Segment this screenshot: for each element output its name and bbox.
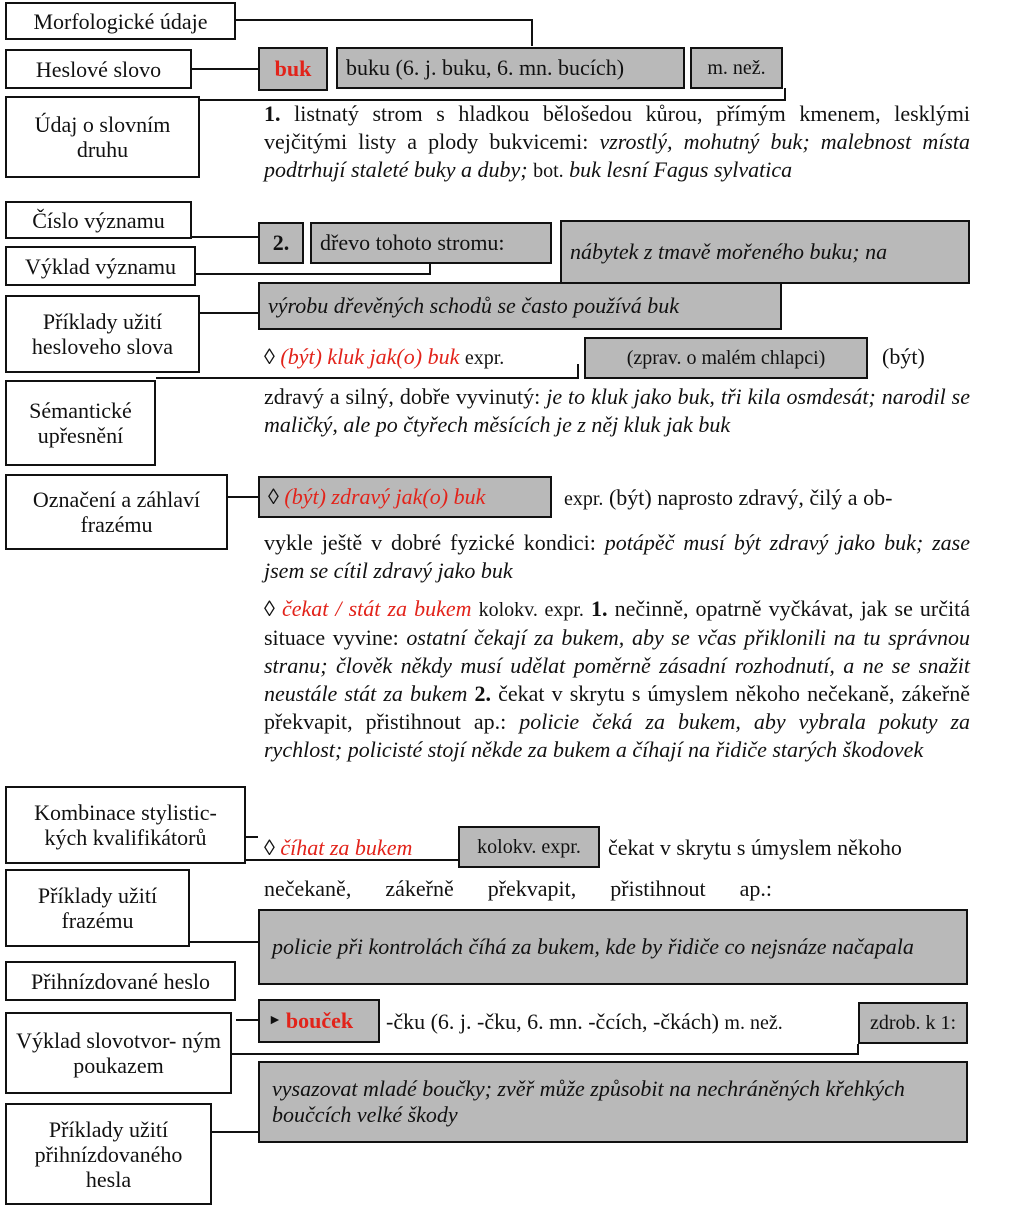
- label-sense-number: Číslo významu: [5, 201, 192, 239]
- label-morphological-data: Morfologické údaje: [5, 2, 236, 40]
- label-semantic-specification: Sémantické upřesnění: [5, 380, 156, 466]
- phrase-4-definition-a: čekat v skrytu s úmyslem někoho: [608, 835, 902, 860]
- semantic-spec-box: [584, 337, 868, 379]
- label-derivational-definition: Výklad slovotvor- ným poukazem: [5, 1012, 232, 1094]
- label-phraseme-examples: Příklady užití frazému: [5, 869, 190, 947]
- diamond-icon: ◊: [264, 344, 275, 369]
- diamond-icon: ◊: [268, 484, 279, 509]
- sense-2-number: 2.: [272, 230, 290, 255]
- pos-box: [690, 47, 783, 89]
- phrase-3-examples-1: ostatní čekají za bukem, aby se včas přiklonili na tu správnou stranu; člověk někdy musí udělat poměrně zásadní rozhodnutí, a ne se snažit neustále stát za bukem: [264, 625, 970, 706]
- sense-1: [264, 100, 970, 185]
- diamond-icon: ◊: [264, 835, 275, 860]
- phrase-4-heading: [264, 834, 412, 862]
- phrase-4-qualifier: kolokv. expr.: [477, 836, 581, 858]
- phrase-1-examples: je to kluk jako buk, tři kila osmdesát; narodil se maličký, ale po čtyřech měsících je z něj kluk jak buk: [264, 384, 970, 437]
- morphology-box: [336, 47, 685, 89]
- phrase-4-headword: číhat za bukem: [280, 835, 413, 860]
- phrase-2-headword: (být) zdravý jak(o) buk: [284, 484, 486, 509]
- label-sense-definition: Výklad významu: [5, 246, 196, 286]
- label-headword-examples: Příklady užití hesloveho slova: [5, 295, 200, 373]
- phrase-2-line-1: [564, 484, 892, 513]
- phrase-3-sense-1-number: 1.: [590, 596, 608, 621]
- sense-2-examples-box-2: [258, 282, 782, 330]
- headword: buk: [274, 56, 312, 81]
- phrase-2-definition-a: (být) naprosto zdravý, čilý a ob-: [608, 485, 893, 510]
- nested-pos: m. než.: [724, 1012, 783, 1034]
- phrase-3-headword: čekat / stát za bukem: [281, 596, 472, 621]
- nested-ref: zdrob. k 1:: [869, 1012, 957, 1034]
- label-headword: Heslové slovo: [5, 49, 192, 89]
- phrase-2-definition-b: vykle ještě v dobré fyzické kondici:: [264, 530, 596, 555]
- phrase-3-examples-2: policie čeká za bukem, aby vybrala pokuty za rychlost; policisté stojí někde za bukem a číhají na řidiče starých škodovek: [264, 709, 971, 762]
- phrase-1-byt: (být): [882, 344, 925, 369]
- phrase-1-definition: zdravý a silný, dobře vyvinutý:: [264, 384, 541, 409]
- sense-2-definition-box: [310, 222, 552, 264]
- phrase-1-body: [264, 383, 970, 439]
- nested-examples: vysazovat mladé boučky; zvěř může způsobit na nechráněných křehkých boučcích velké škody: [272, 1076, 905, 1127]
- phrase-4-examples-box: [258, 909, 968, 985]
- phrase-3-sense-2-number: 2.: [474, 681, 492, 706]
- qualifiers-box: [458, 826, 600, 868]
- sense-2-examples-a: nábytek z tmavě mořeného buku; na: [570, 239, 888, 264]
- phrase-3: [264, 595, 970, 764]
- phrase-1-heading: [264, 343, 504, 372]
- phrase-3-qualifier: kolokv. expr.: [478, 599, 584, 621]
- phrase-1-headword: (být) kluk jak(o) buk: [280, 344, 460, 369]
- sense-1-examples: vzrostlý, mohutný buk; malebnost místa podtrhují staleté buky a duby;: [264, 129, 970, 182]
- label-nested-entry: Přihnízdované heslo: [5, 961, 236, 1001]
- sense-1-number: 1.: [264, 101, 281, 126]
- nested-morphology-line: [386, 1008, 783, 1037]
- label-phraseme-heading: Označení a záhlaví frazému: [5, 474, 228, 550]
- morphology: buku (6. j. buku, 6. mn. bucích): [346, 55, 625, 80]
- pos: m. než.: [707, 57, 766, 79]
- nested-examples-box: [258, 1061, 968, 1143]
- sense-2-number-box: [258, 222, 304, 264]
- diamond-icon: ◊: [264, 596, 275, 621]
- semantic-spec: (zprav. o malém chlapci): [626, 347, 826, 369]
- phrase-3-definition-1: nečinně, opatrně vyčkávat, jak se určitá situace vyvine:: [264, 596, 970, 650]
- sense-2-examples-b: výrobu dřevěných schodů se často používá buk: [268, 293, 679, 318]
- nested-headword: bouček: [285, 1008, 354, 1033]
- phrase-2-heading-box: [258, 476, 552, 518]
- nested-morphology: -čku (6. j. -čku, 6. mn. -čcích, -čkách): [386, 1009, 719, 1034]
- sense-1-qualifier: bot.: [533, 160, 564, 182]
- sense-1-latin: buk lesní Fagus sylvatica: [569, 157, 793, 182]
- phrase-1-qualifier: expr.: [464, 347, 505, 369]
- sense-2-definition: dřevo tohoto stromu:: [320, 230, 505, 255]
- sense-1-definition: listnatý strom s hladkou bělošedou kůrou, přímým kmenem, lesklými vejčitými listy a plody bukvicemi:: [264, 101, 970, 154]
- nested-ref-box: [858, 1002, 968, 1044]
- phrase-4-definition-b: nečekaně, zákeřně překvapit, přistihnout ap.:: [264, 876, 772, 901]
- phrase-4-examples: policie při kontrolách číhá za bukem, kde by řidiče co nejsnáze načapala: [272, 934, 914, 959]
- nested-headword-box: [258, 999, 380, 1043]
- label-nested-examples: Příklady užití přihnízdovaného hesla: [5, 1103, 212, 1205]
- sense-2-examples-box-1: [560, 220, 970, 284]
- label-style-qualifiers: Kombinace stylistic- kých kvalifikátorů: [5, 786, 246, 864]
- phrase-2-examples: potápěč musí být zdravý jako buk; zase jsem se cítil zdravý jako buk: [264, 530, 971, 583]
- phrase-3-definition-2: čekat v skrytu s úmyslem někoho nečekaně, zákeřně překvapit, přistihnout ap.:: [264, 681, 970, 734]
- phrase-2-body: [264, 529, 970, 585]
- triangle-right-icon: ►: [268, 1013, 282, 1028]
- phrase-2-qualifier: expr.: [564, 488, 604, 510]
- headword-box: [258, 47, 328, 91]
- label-part-of-speech: Údaj o slovním druhu: [5, 96, 200, 178]
